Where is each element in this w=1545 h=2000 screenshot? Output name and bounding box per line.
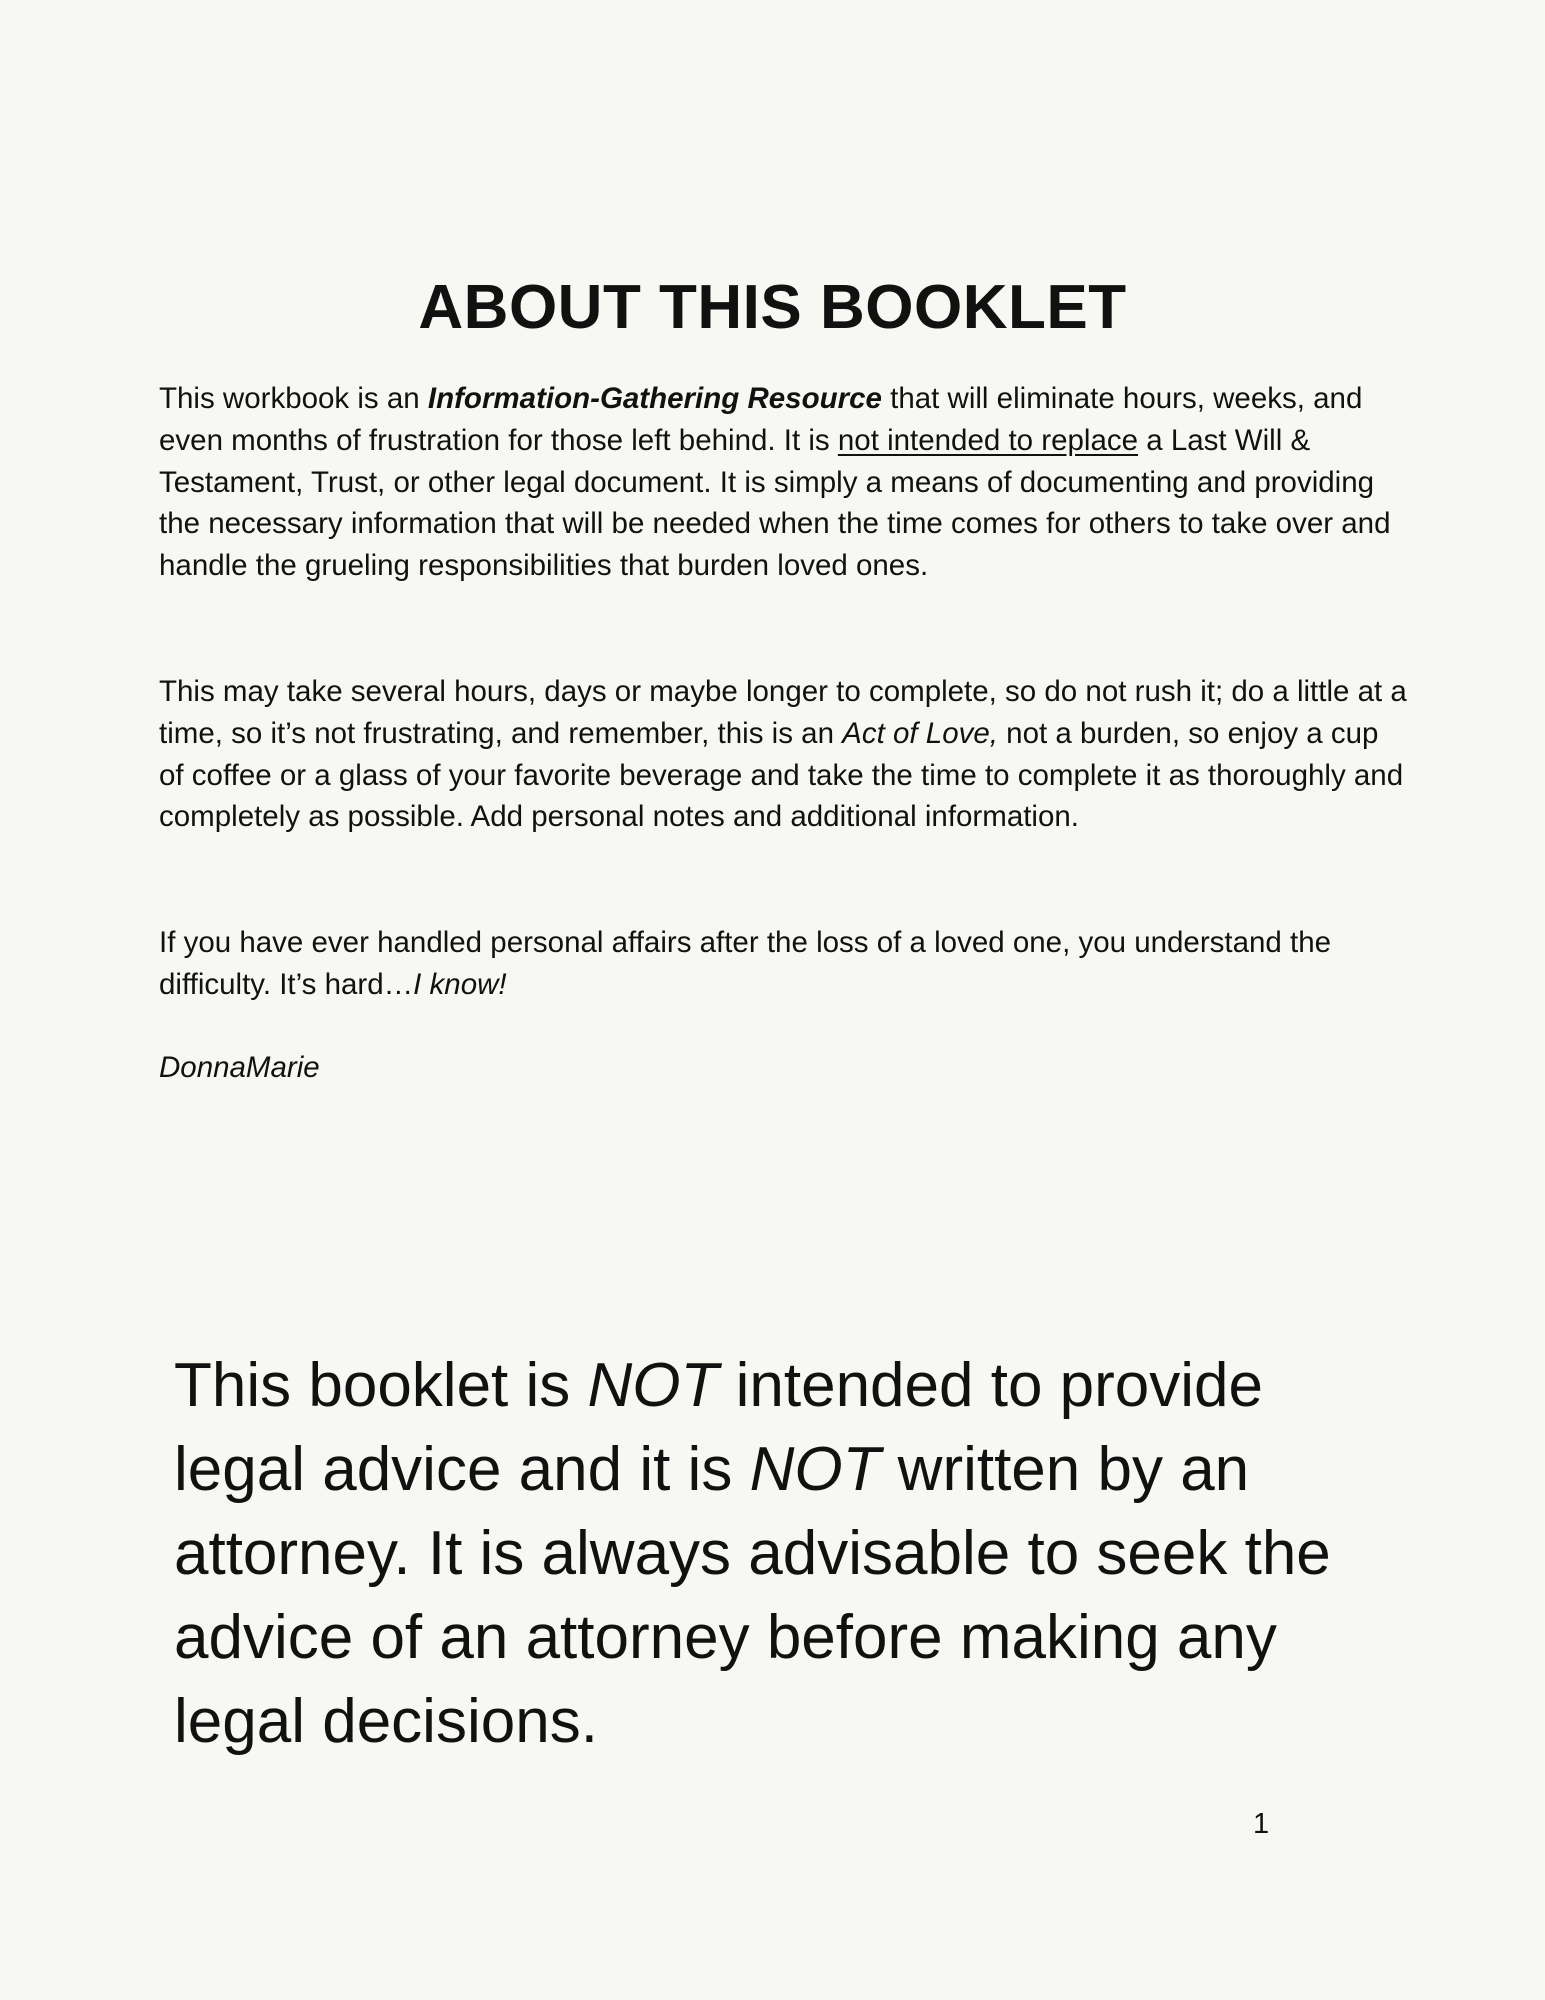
disclaimer-text-2: intended to provide legal advice and it is [174, 1351, 1264, 1504]
instructions-text-2: not a burden, so enjoy a cup of coffee or a glass of your favorite beverage and take the time to complete it as thoroughly and completely as possible. Add personal notes and additional information. [159, 716, 1404, 834]
not-intended-underline: not intended to replace [837, 423, 1139, 457]
not-emphasis-2: NOT [749, 1435, 881, 1504]
not-emphasis-1: NOT [587, 1351, 719, 1420]
intro-text-1: This workbook is an [159, 382, 428, 415]
intro-text-3: a Last Will & Testament, Trust, or other legal document. It is simply a means of documenting and providing the necessary information that will be needed when the time comes for others to take over and handle the grueling responsibilities that burden loved ones. [159, 423, 1391, 583]
closing-paragraph [159, 922, 1409, 1006]
disclaimer-text-1: This booklet is [174, 1351, 588, 1420]
info-gathering-resource-emphasis: Information-Gathering Resource [427, 382, 882, 415]
intro-paragraph [159, 378, 1409, 587]
i-know-emphasis: I know! [413, 967, 507, 1001]
instructions-text-1: This may take several hours, days or maybe longer to complete, so do not rush it; do a little at a time, so it’s not frustrating, and remember, this is an [159, 675, 1407, 750]
page-number: 1 [1253, 1808, 1270, 1840]
act-of-love-emphasis: Act of Love, [842, 716, 998, 750]
page-title: ABOUT THIS BOOKLET [418, 273, 1127, 342]
disclaimer-text-3: written by an attorney. It is always advisable to seek the advice of an attorney before making any legal decisions. [174, 1435, 1331, 1756]
intro-text-2: that will eliminate hours, weeks, and even months of frustration for those left behind. It is [159, 382, 1363, 457]
closing-text: If you have ever handled personal affairs after the loss of a loved one, you understand the difficulty. It’s hard… [159, 926, 1332, 1001]
author-signature: DonnaMarie [159, 1051, 320, 1084]
instructions-paragraph [159, 671, 1409, 838]
legal-disclaimer [174, 1344, 1404, 1764]
